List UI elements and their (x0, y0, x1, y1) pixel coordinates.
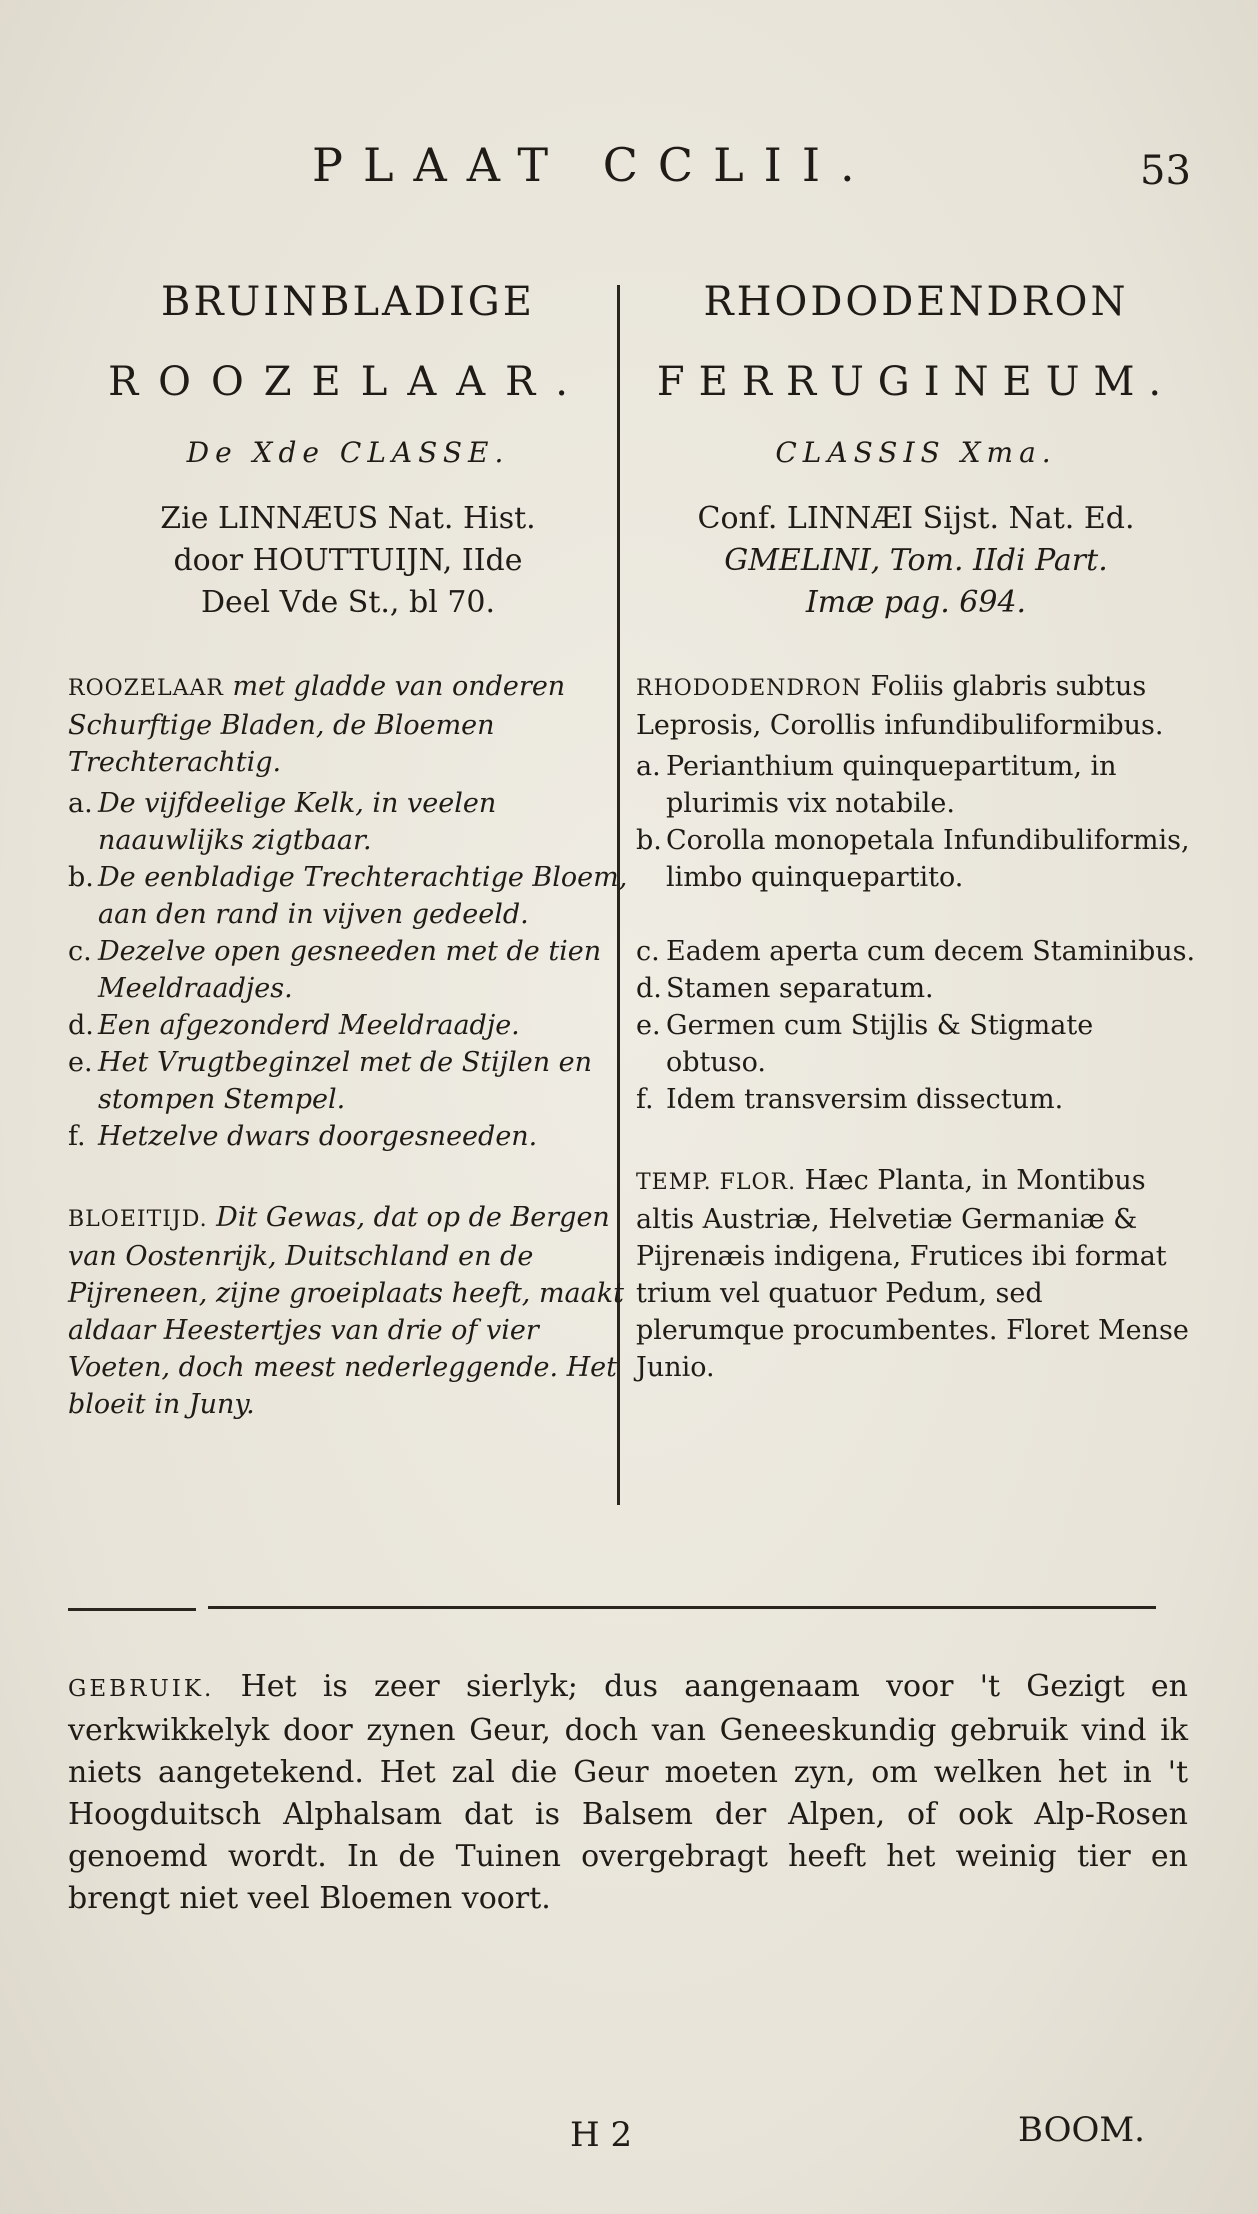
dutch-description-lead: ROOZELAAR (68, 676, 224, 701)
latin-description-text: Foliis glabris subtus Leprosis, Corollis infundibuliformibus. (636, 671, 1164, 741)
dutch-description (68, 668, 628, 781)
item-letter: c. (68, 936, 92, 967)
item-letter: f. (68, 1121, 86, 1152)
section-rule-long (208, 1606, 1156, 1609)
latin-description-lead: RHODODENDRON (636, 676, 862, 701)
item-letter: b. (68, 862, 94, 893)
latin-bloom-paragraph (636, 1162, 1196, 1386)
list-item (636, 748, 1196, 822)
dutch-column (68, 262, 628, 1423)
dutch-heading-1: BRUINBLADIGE (161, 279, 535, 325)
item-text: De vijfdeelige Kelk, in veelen naauwlijks zigtbaar. (98, 788, 497, 856)
latin-reference-line: Conf. LINNÆI Sijst. Nat. Ed. (697, 501, 1135, 536)
latin-reference-line: GMELINI, Tom. IIdi Part. (724, 543, 1108, 578)
list-item (68, 785, 628, 859)
dutch-reference-line: Zie LINNÆUS Nat. Hist. (160, 501, 536, 536)
dutch-reference-line: door HOUTTUIJN, IIde (173, 543, 523, 578)
item-text: Perianthium quinquepartitum, in plurimis vix notabile. (666, 751, 1117, 819)
list-item (636, 970, 1196, 1007)
item-text: Corolla monopetala Infundibuliformis, limbo quinquepartito. (666, 825, 1190, 893)
item-letter: c. (636, 936, 660, 967)
dutch-description-text: met gladde van onderen Schurftige Bladen, de Bloemen Trechterachtig. (68, 671, 566, 778)
latin-reference (636, 498, 1196, 624)
section-rule-short (68, 1608, 196, 1611)
dutch-bloom-text: Dit Gewas, dat op de Bergen van Oostenrijk, Duitschland en de Pijreneen, zijne groeiplaats heeft, maakt aldaar Heestertjes van drie of vier Voeten, doch meest nederleggende. Het bloeit in Juny. (68, 1202, 624, 1420)
latin-class-line: CLASSIS Xma. (775, 436, 1057, 469)
item-letter: b. (636, 825, 662, 856)
dutch-reference-line: Deel Vde St., bl 70. (200, 585, 496, 620)
item-text: Eadem aperta cum decem Staminibus. (666, 936, 1196, 967)
item-letter: d. (68, 1010, 94, 1041)
latin-heading-2: FERRUGINEUM. (656, 359, 1176, 405)
item-text: Idem transversim dissectum. (666, 1084, 1064, 1115)
signature-mark: H 2 (570, 2115, 633, 2155)
item-text: Germen cum Stijlis & Stigmate obtuso. (666, 1010, 1094, 1078)
item-letter: a. (68, 788, 93, 819)
item-letter: f. (636, 1084, 654, 1115)
latin-column (636, 262, 1196, 1386)
list-item (68, 1007, 628, 1044)
list-item (636, 1007, 1196, 1081)
item-letter: e. (636, 1010, 661, 1041)
list-item (68, 859, 628, 933)
dutch-bloom-lead: BLOEITIJD. (68, 1207, 208, 1232)
latin-heading-1: RHODODENDRON (703, 279, 1129, 325)
list-item (636, 822, 1196, 896)
item-text: Stamen separatum. (666, 973, 934, 1004)
spacer (636, 896, 1196, 933)
dutch-heading-2: ROOZELAAR. (108, 359, 588, 405)
usage-paragraph (68, 1666, 1188, 1920)
item-text: Een afgezonderd Meeldraadje. (98, 1010, 520, 1041)
usage-lead: GEBRUIK. (68, 1676, 215, 1702)
list-item (68, 933, 628, 1007)
list-item (636, 1081, 1196, 1118)
item-text: Dezelve open gesneeden met de tien Meeldraadjes. (98, 936, 602, 1004)
item-letter: e. (68, 1047, 93, 1078)
latin-description (636, 668, 1196, 744)
plate-title: PLAAT CCLII. (312, 138, 875, 192)
item-letter: a. (636, 751, 661, 782)
latin-bloom-text: Hæc Planta, in Montibus altis Austriæ, Helvetiæ Germaniæ & Pijrenæis indigena, Frutices ibi format trium vel quatuor Pedum, sed plerumque procumbentes. Floret Mense Junio. (636, 1165, 1189, 1383)
item-text: Het Vrugtbeginzel met de Stijlen en stompen Stempel. (98, 1047, 593, 1115)
dutch-class-line: De Xde CLASSE. (186, 436, 510, 469)
item-letter: d. (636, 973, 662, 1004)
page-number: 53 (1140, 148, 1191, 194)
list-item (68, 1118, 628, 1155)
dutch-figure-list (68, 785, 628, 1155)
usage-text: Het is zeer sierlyk; dus aangenaam voor 't Gezigt en verkwikkelyk door zynen Geur, doch van Geneeskundig gebruik vind ik niets aangetekend. Het zal die Geur moeten zyn, om welken het in 't Hoogduitsch Alphalsam dat is Balsem der Alpen, of ook Alp-Rosen genoemd wordt. In de Tuinen overgebragt heeft het weinig tier en brengt niet veel Bloemen voort. (68, 1669, 1188, 1916)
list-item (68, 1044, 628, 1118)
latin-reference-line: Imæ pag. 694. (805, 585, 1027, 620)
dutch-reference (68, 498, 628, 624)
item-text: Hetzelve dwars doorgesneeden. (98, 1121, 538, 1152)
dutch-bloom-paragraph (68, 1199, 628, 1423)
latin-bloom-lead: TEMP. FLOR. (636, 1170, 797, 1195)
catchword: BOOM. (1018, 2110, 1145, 2150)
list-item (636, 933, 1196, 970)
latin-figure-list (636, 748, 1196, 1118)
item-text: De eenbladige Trechterachtige Bloem, aan den rand in vijven gedeeld. (98, 862, 628, 930)
